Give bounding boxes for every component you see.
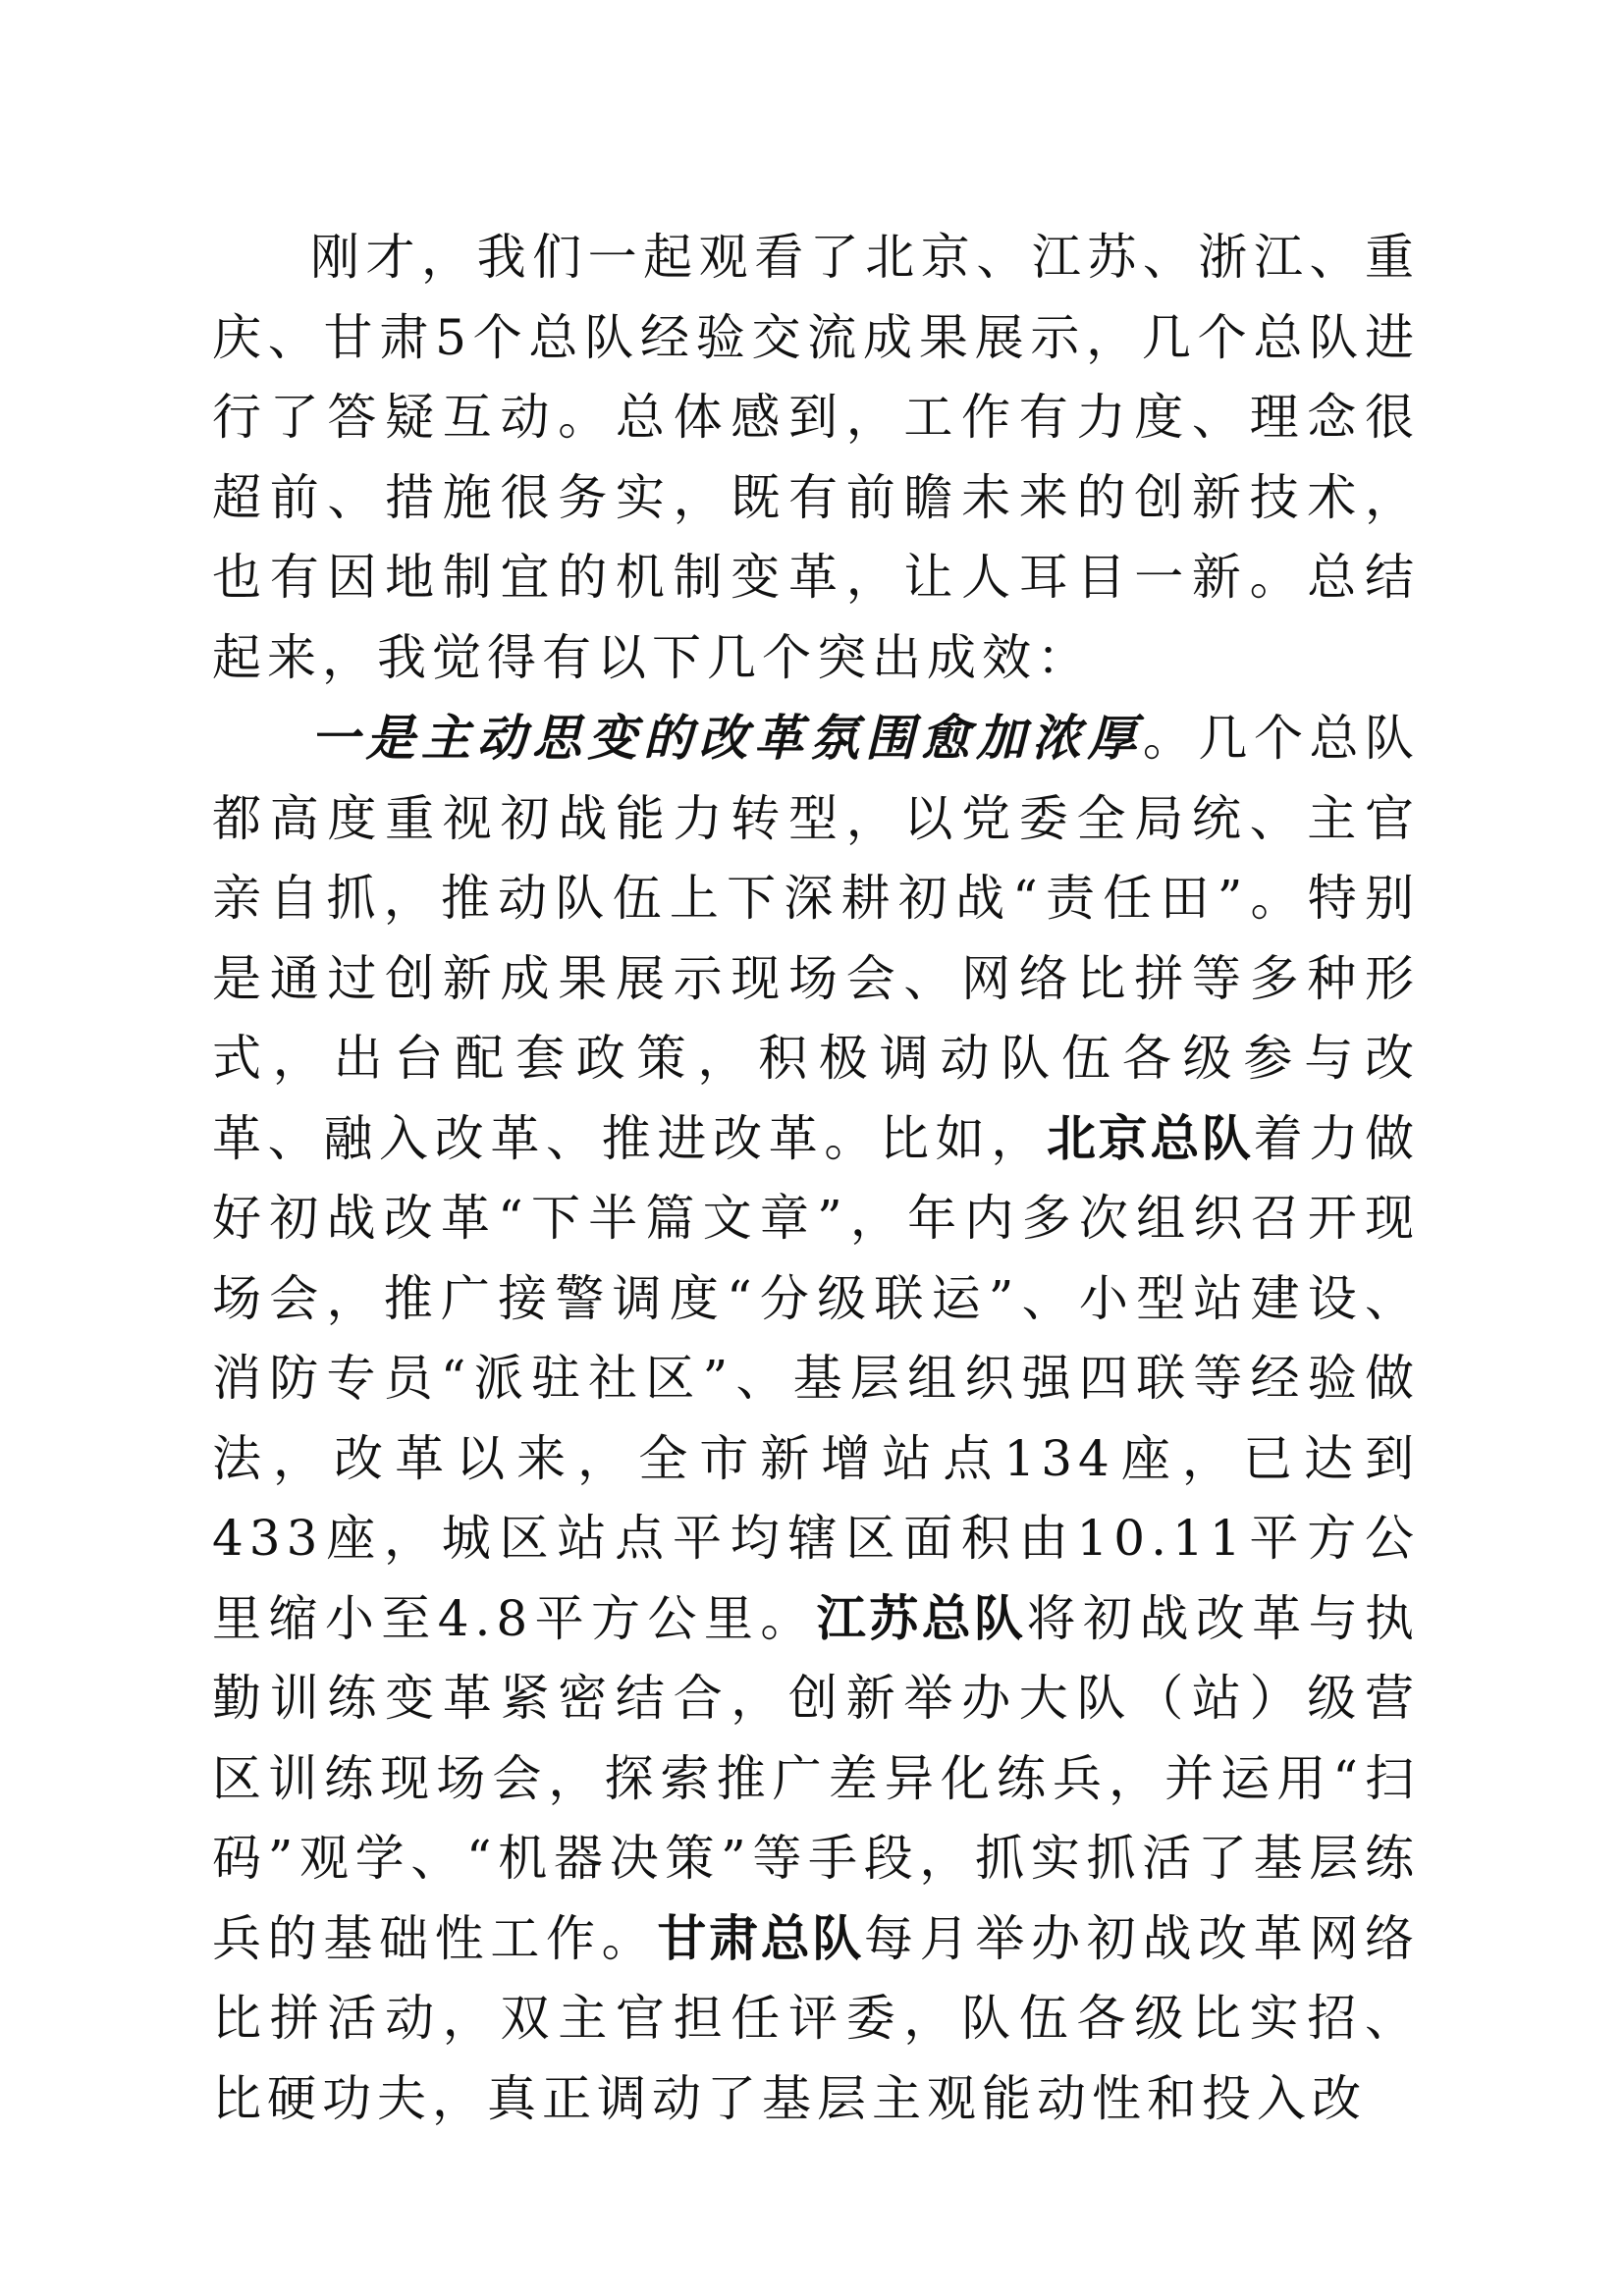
paragraph-text: 每月举办初战改革网络比拼活动，双主官担任评委，队伍各级比实招、比硬功夫，真正调动了基层主观能动性和投入改 [212,1909,1421,2127]
section-heading: 一是主动思变的改革氛围愈加浓厚 [310,709,1143,767]
org-name-beijing: 北京总队 [1047,1109,1254,1167]
paragraph-intro [212,218,1420,698]
org-name-jiangsu: 江苏总队 [816,1589,1027,1647]
org-name-gansu: 甘肃总队 [657,1909,865,1967]
paragraph-text: 着力做好初战改革“下半篇文章”，年内多次组织召开现场会，推广接警调度“分级联运”、小型站建设、消防专员“派驻社区”、基层组织强四联等经验做法，改革以来，全市新增站点134座，已达到433座，城区站点平均辖区面积由10.11平方公里缩小至4.8平方公里。 [212,1109,1421,1647]
paragraph-achievement-one [212,698,1420,2139]
paragraph-intro-text: 刚才，我们一起观看了北京、江苏、浙江、重庆、甘肃5个总队经验交流成果展示，几个总队进行了答疑互动。总体感到，工作有力度、理念很超前、措施很务实，既有前瞻未来的创新技术，也有因地制宜的机制变革，让人耳目一新。总结起来，我觉得有以下几个突出成效： [212,229,1420,686]
paragraph-text: 。几个总队都高度重视初战能力转型，以党委全局统、主官亲自抓，推动队伍上下深耕初战“责任田”。特别是通过创新成果展示现场会、网络比拼等多种形式，出台配套政策，积极调动队伍各级参与改革、融入改革、推进改革。比如， [212,710,1421,1167]
document-body [212,218,1420,2139]
paragraph-text: 将初战改革与执勤训练变革紧密结合，创新举办大队（站）级营区训练现场会，探索推广差异化练兵，并运用“扫码”观学、“机器决策”等手段，抓实抓活了基层练兵的基础性工作。 [212,1589,1421,1967]
